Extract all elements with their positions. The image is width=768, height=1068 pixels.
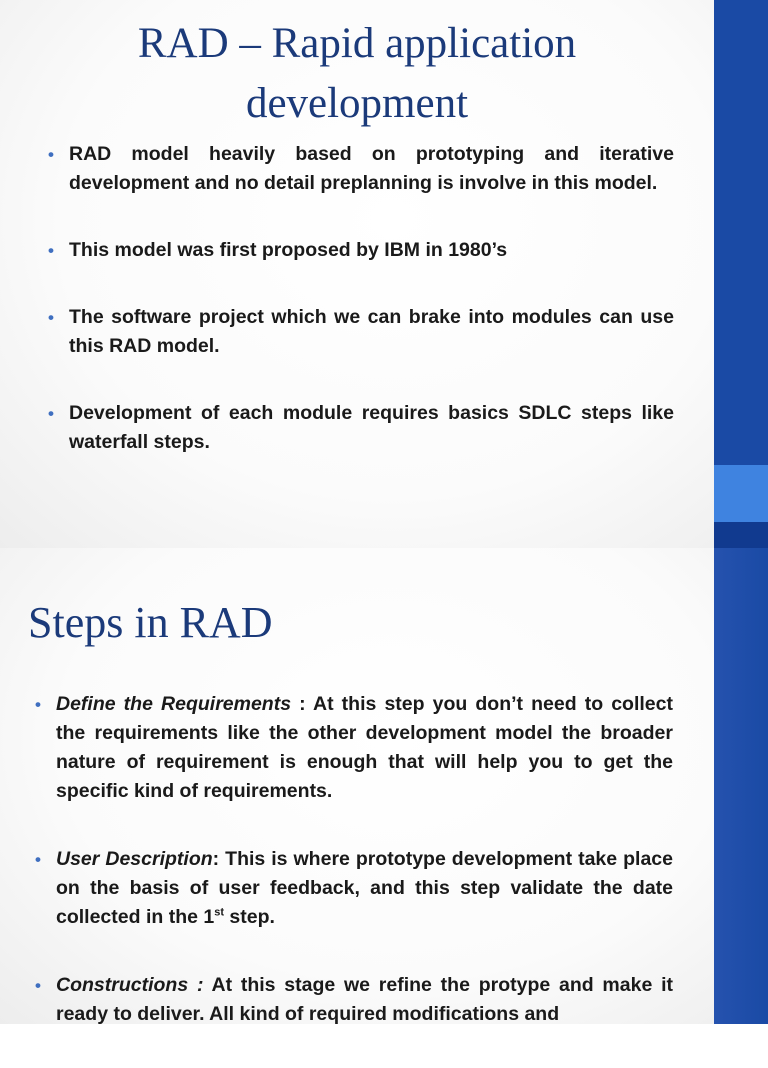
step-description: At this stage we refine the protype and make it ready to deliver. All kind of required modifications and <box>56 974 673 1025</box>
bullet-item <box>35 690 673 806</box>
bullet-item <box>48 303 674 361</box>
step-separator: : <box>212 848 226 870</box>
bullet-dot-icon: • <box>48 145 54 164</box>
slide-sidebar-decoration <box>714 0 768 548</box>
ordinal-suffix: st <box>214 906 224 919</box>
slide-rad-overview <box>0 0 714 548</box>
bullet-list <box>35 690 673 1068</box>
bullet-dot-icon: • <box>48 404 54 423</box>
bullet-dot-icon: • <box>35 850 41 869</box>
step-separator <box>203 974 211 996</box>
step-description-end: step. <box>224 906 275 928</box>
bullet-text: Development of each module requires basics SDLC steps like waterfall steps. <box>69 402 674 453</box>
slide-title: Steps in RAD <box>28 598 273 647</box>
bullet-dot-icon: • <box>48 241 54 260</box>
step-name: Define the Requirements <box>56 693 292 715</box>
step-description: At this step you don’t need to collect the requirements like the other development model the broader nature of requirement is enough that will help you to get the specific kind of requirements. <box>56 693 673 802</box>
bullet-dot-icon: • <box>35 695 41 714</box>
slide-sidebar-decoration <box>714 548 768 1024</box>
bullet-item <box>48 236 674 265</box>
bullet-item <box>35 845 673 932</box>
title-line-2: development <box>245 80 469 127</box>
bullet-text: The software project which we can brake into modules can use this RAD model. <box>69 306 674 357</box>
bullet-item <box>48 140 674 198</box>
step-description: This is where prototype development take place on the basis of user feedback, and this step validate the date collected in the 1 <box>56 848 673 928</box>
bullet-list <box>48 140 674 495</box>
bullet-dot-icon: • <box>48 308 54 327</box>
bullet-text: RAD model heavily based on prototyping and iterative development and no detail preplanning is involve in this model. <box>69 143 674 194</box>
bullet-item <box>48 399 674 457</box>
step-name: Constructions : <box>56 974 204 996</box>
bullet-dot-icon: • <box>35 976 41 995</box>
step-name: User Description <box>56 848 213 870</box>
bullet-text: This model was first proposed by IBM in 1980’s <box>69 239 508 261</box>
bullet-item <box>35 971 673 1029</box>
step-separator: : <box>291 693 314 715</box>
title-line-1: RAD – Rapid application <box>137 20 577 67</box>
slide-title <box>0 14 714 134</box>
